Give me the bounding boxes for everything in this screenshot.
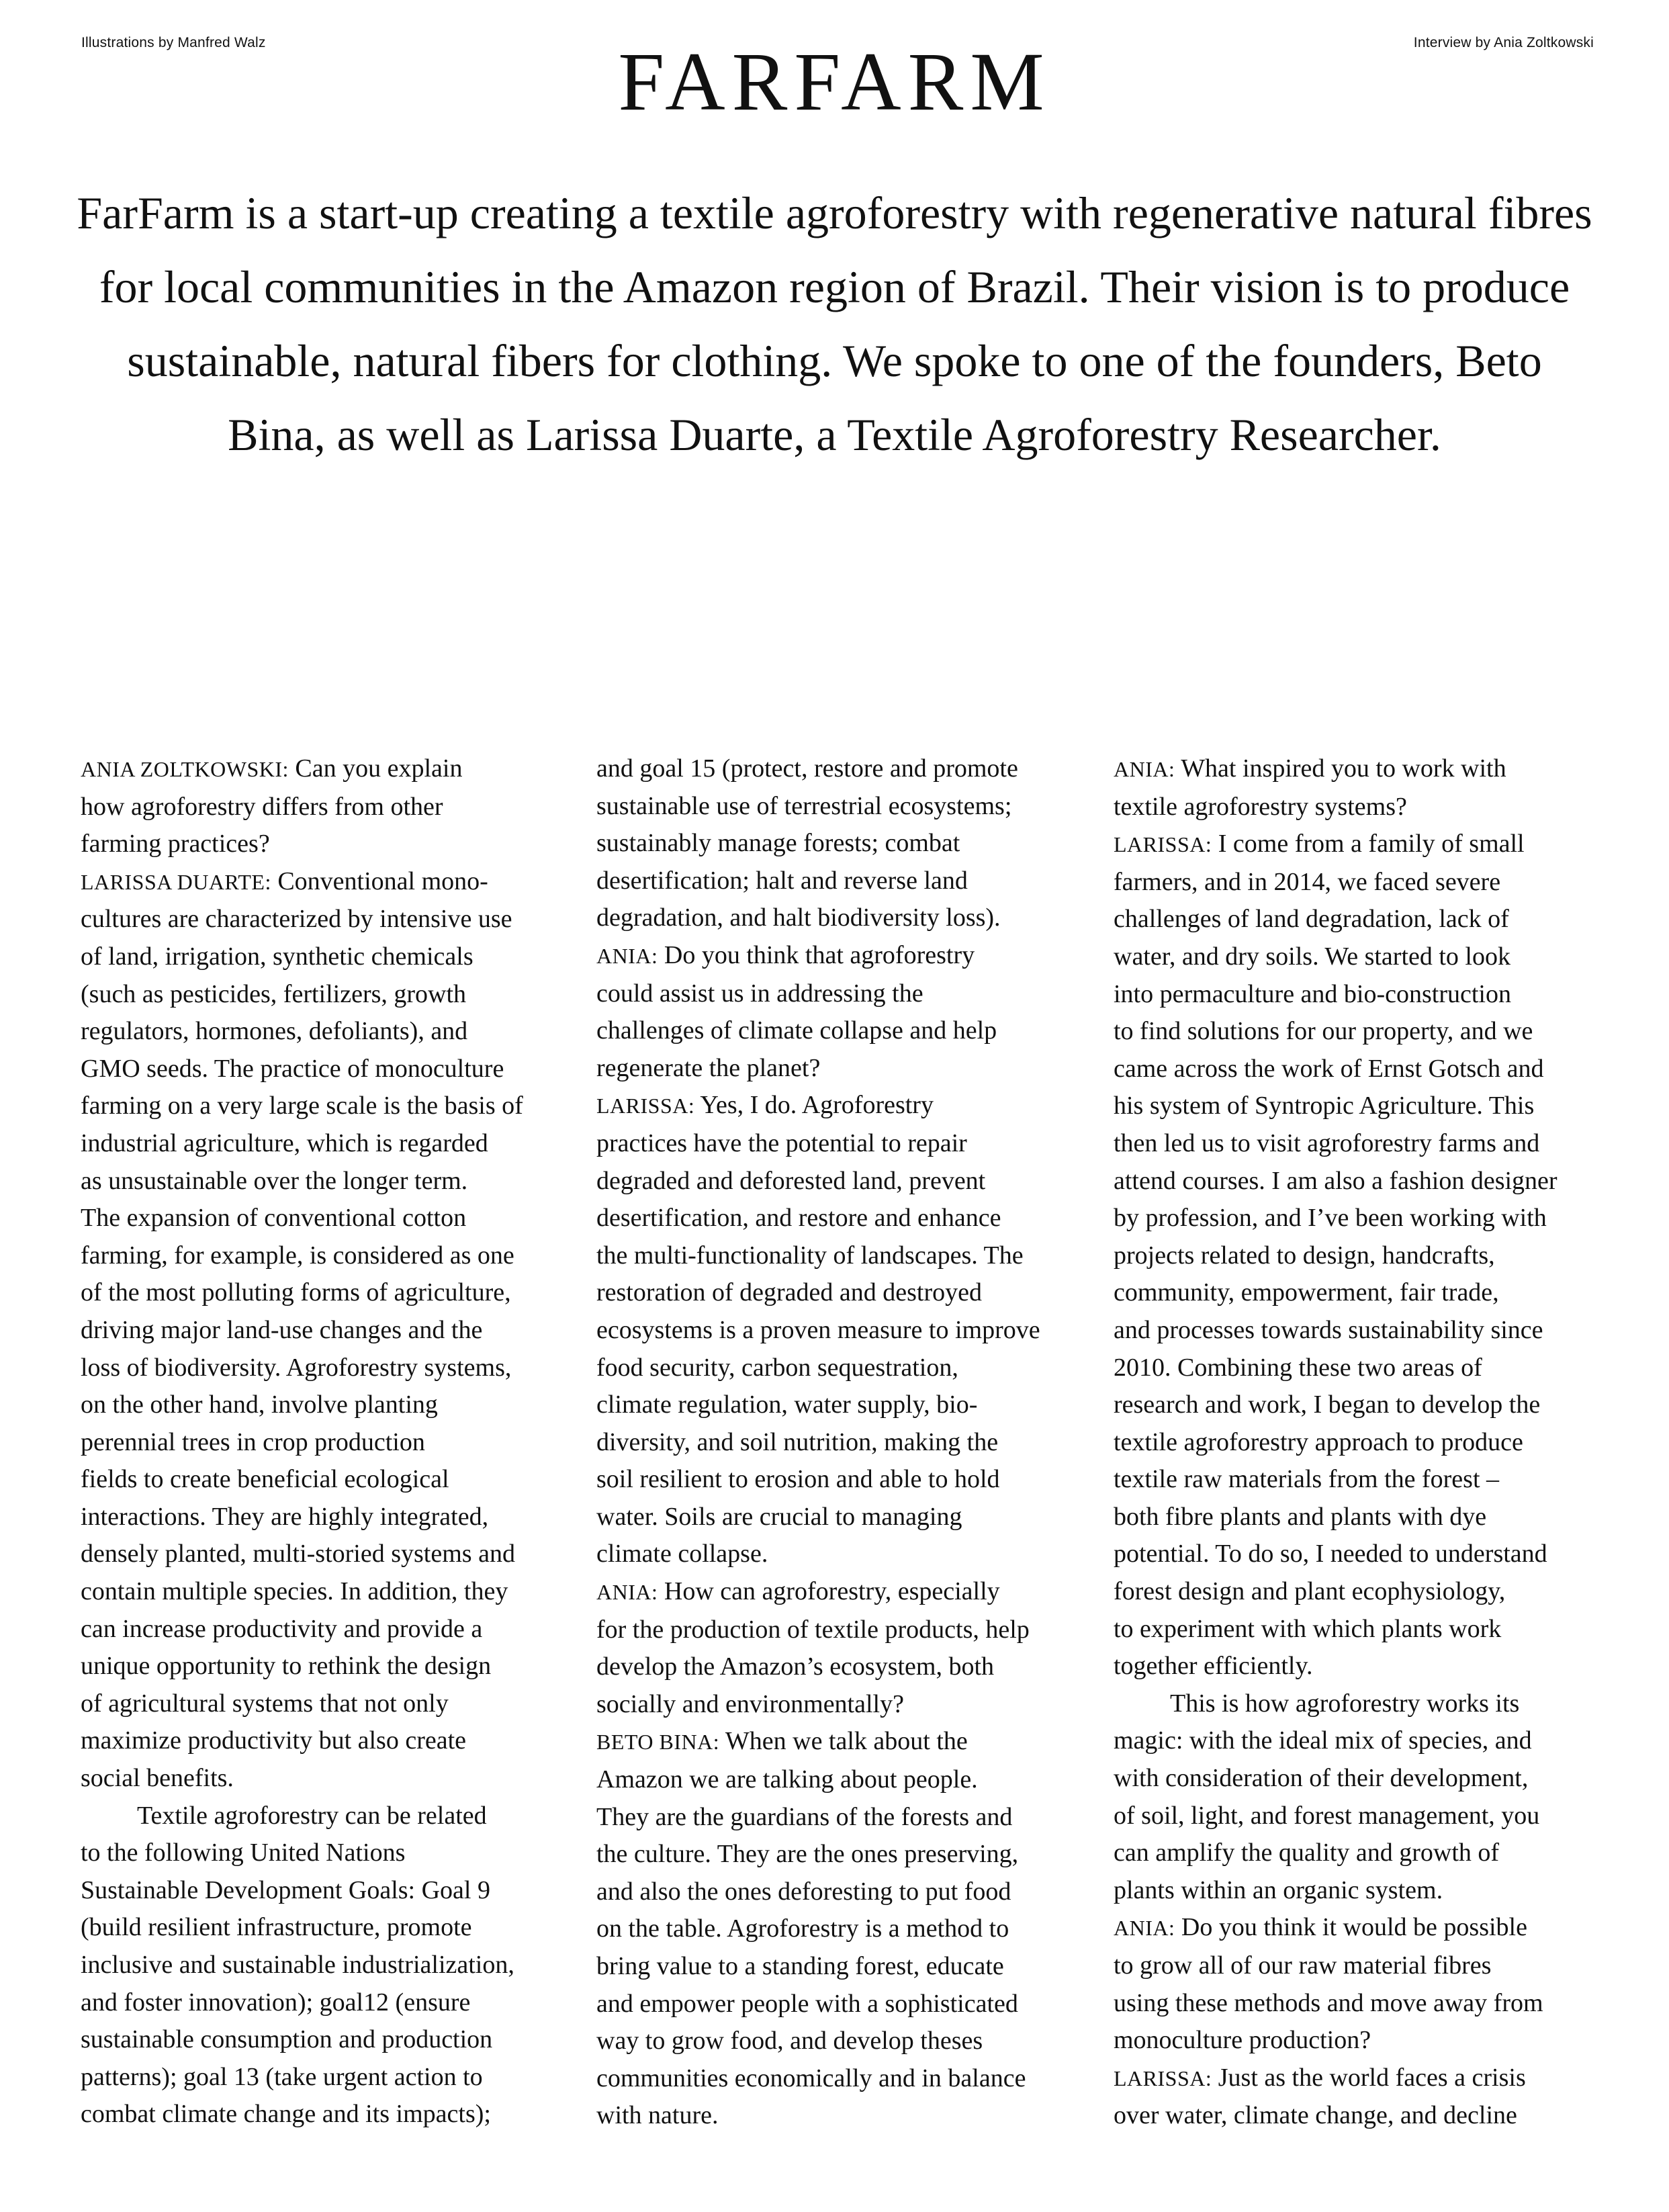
line-text: When we talk about the <box>719 1727 968 1756</box>
speaker-label: LARISSA: <box>1114 2066 1212 2090</box>
text-line <box>1114 2022 1624 2060</box>
line-text: regenerate the planet? <box>596 1053 821 1082</box>
text-line <box>81 1051 591 1088</box>
speaker-label: LARISSA: <box>1114 832 1212 857</box>
line-text: together efficiently. <box>1114 1652 1313 1681</box>
speaker-label: BETO BINA: <box>596 1730 720 1755</box>
text-line <box>1114 1798 1624 1835</box>
text-line <box>596 2023 1107 2060</box>
line-text: This is how agroforestry works its <box>1170 1689 1520 1718</box>
text-line <box>81 1125 591 1163</box>
line-text: Sustainable Development Goals: Goal 9 <box>81 1875 490 1904</box>
line-text: magic: with the ideal mix of species, and <box>1114 1726 1532 1755</box>
text-line <box>596 1573 1107 1611</box>
text-line <box>81 976 591 1014</box>
text-line <box>1114 901 1624 938</box>
text-line <box>1114 976 1624 1014</box>
page-title: FARFARM <box>618 36 1051 128</box>
line-text: for the production of textile products, help <box>596 1615 1030 1644</box>
line-text: Yes, I do. Agroforestry <box>694 1091 934 1120</box>
line-text: community, empowerment, fair trade, <box>1114 1278 1499 1307</box>
line-text: and empower people with a sophisticated <box>596 1989 1018 2018</box>
line-text: driving major land-use changes and the <box>81 1315 483 1344</box>
line-text: over water, climate change, and decline <box>1114 2101 1517 2130</box>
text-line <box>596 1200 1107 1237</box>
line-text: challenges of land degradation, lack of <box>1114 905 1509 934</box>
line-text: then led us to visit agroforestry farms and <box>1114 1129 1540 1157</box>
line-text: by profession, and I’ve been working with <box>1114 1204 1547 1233</box>
line-text: Do you think that agroforestry <box>658 940 975 969</box>
line-text: unique opportunity to rethink the design <box>81 1652 492 1681</box>
text-line <box>1114 938 1624 976</box>
text-line <box>596 1723 1107 1761</box>
text-line <box>81 1984 591 2022</box>
text-line <box>596 1012 1107 1050</box>
text-line <box>596 1163 1107 1200</box>
text-line <box>596 1237 1107 1275</box>
text-line <box>596 1386 1107 1424</box>
line-text: fields to create beneficial ecological <box>81 1465 449 1494</box>
text-line <box>81 1386 591 1424</box>
line-text: potential. To do so, I needed to understand <box>1114 1540 1547 1568</box>
line-text: Textile agroforestry can be related <box>137 1801 487 1830</box>
line-text: sustainable consumption and production <box>81 2025 493 2054</box>
line-text: sustainably manage forests; combat <box>596 829 960 858</box>
line-text: can increase productivity and provide a <box>81 1614 483 1643</box>
text-line <box>81 789 591 826</box>
line-text: regulators, hormones, defoliants), and <box>81 1017 468 1046</box>
line-text: bring value to a standing forest, educate <box>596 1952 1004 1980</box>
text-line <box>1114 750 1624 789</box>
line-text: into permaculture and bio-construction <box>1114 979 1511 1008</box>
text-line <box>596 1499 1107 1536</box>
line-text: of soil, light, and forest management, you <box>1114 1801 1540 1830</box>
line-text: monoculture production? <box>1114 2026 1371 2055</box>
text-line <box>596 1424 1107 1462</box>
text-line <box>1114 1573 1624 1611</box>
text-line <box>81 1722 591 1760</box>
line-text: climate regulation, water supply, bio- <box>596 1390 978 1419</box>
text-line <box>596 1312 1107 1350</box>
text-line <box>81 1200 591 1237</box>
text-line <box>596 1536 1107 1573</box>
text-line <box>1114 789 1624 826</box>
text-line <box>81 1648 591 1685</box>
line-text: diversity, and soil nutrition, making the <box>596 1427 999 1456</box>
line-text: (build resilient infrastructure, promote <box>81 1913 472 1942</box>
line-text: textile agroforestry approach to produce <box>1114 1427 1523 1456</box>
line-text: of agricultural systems that not only <box>81 1689 449 1718</box>
line-text: climate collapse. <box>596 1540 768 1568</box>
line-text: projects related to design, handcrafts, <box>1114 1241 1495 1270</box>
text-line <box>1114 1312 1624 1350</box>
text-line <box>596 1686 1107 1724</box>
interview-column-3 <box>1114 750 1624 2135</box>
line-text: desertification; halt and reverse land <box>596 866 968 895</box>
text-line <box>596 1986 1107 2023</box>
line-text: Do you think it would be possible <box>1175 1913 1527 1942</box>
line-text: degradation, and halt biodiversity loss). <box>596 903 1001 932</box>
text-line <box>1114 826 1624 864</box>
text-line <box>596 862 1107 900</box>
line-text: and also the ones deforesting to put food <box>596 1877 1011 1906</box>
text-line <box>81 1685 591 1723</box>
line-text: and foster innovation); goal12 (ensure <box>81 1988 471 2017</box>
text-line <box>81 1536 591 1573</box>
speaker-label: ANIA: <box>596 943 658 968</box>
line-text: How can agroforestry, especially <box>658 1577 1000 1606</box>
lede-line: FarFarm is a start-up creating a textile agroforestry with regenerative natural fibres <box>77 187 1592 238</box>
line-text: densely planted, multi-storied systems and <box>81 1540 515 1568</box>
text-line <box>596 1611 1107 1649</box>
text-line <box>596 1648 1107 1686</box>
lede-line: Bina, as well as Larissa Duarte, a Textile Agroforestry Researcher. <box>228 409 1441 460</box>
text-line <box>596 1836 1107 1873</box>
line-text: forest design and plant ecophysiology, <box>1114 1577 1506 1606</box>
text-line <box>81 1350 591 1387</box>
text-line <box>1114 1760 1624 1798</box>
line-text: maximize productivity but also create <box>81 1726 467 1755</box>
text-line <box>81 1237 591 1275</box>
text-line <box>1114 1125 1624 1163</box>
speaker-label: ANIA ZOLTKOWSKI: <box>81 757 289 781</box>
line-text: farming, for example, is considered as one <box>81 1241 514 1270</box>
line-text: social benefits. <box>81 1764 234 1793</box>
text-line <box>1114 1424 1624 1462</box>
text-line <box>81 1088 591 1125</box>
line-text: What inspired you to work with <box>1175 754 1506 783</box>
line-text: Amazon we are talking about people. <box>596 1765 978 1794</box>
line-text: They are the guardians of the forests and <box>596 1802 1013 1831</box>
text-line <box>81 1573 591 1611</box>
line-text: how agroforestry differs from other <box>81 792 443 821</box>
line-text: the multi-functionality of landscapes. The <box>596 1241 1024 1270</box>
text-line <box>1114 2097 1624 2135</box>
text-line <box>596 1050 1107 1088</box>
line-text: attend courses. I am also a fashion designer <box>1114 1166 1558 1195</box>
line-text: inclusive and sustainable industrialization, <box>81 1951 514 1979</box>
text-line <box>596 1873 1107 1911</box>
line-text: the culture. They are the ones preserving, <box>596 1840 1019 1869</box>
text-line <box>81 2059 591 2096</box>
text-line <box>1114 1499 1624 1536</box>
line-text: on the other hand, involve planting <box>81 1390 438 1419</box>
line-text: patterns); goal 13 (take urgent action to <box>81 2062 483 2091</box>
text-line <box>1114 1200 1624 1237</box>
text-line <box>81 2021 591 2059</box>
line-text: his system of Syntropic Agriculture. This <box>1114 1092 1535 1120</box>
text-line <box>1114 1872 1624 1910</box>
line-text: as unsustainable over the longer term. <box>81 1166 468 1195</box>
line-text: water. Soils are crucial to managing <box>596 1502 962 1531</box>
speaker-label: ANIA: <box>596 1580 658 1605</box>
line-text: to the following United Nations <box>81 1839 406 1867</box>
line-text: 2010. Combining these two areas of <box>1114 1353 1482 1382</box>
line-text: Conventional mono- <box>271 867 488 895</box>
line-text: textile agroforestry systems? <box>1114 792 1407 821</box>
text-line <box>81 750 591 789</box>
line-text: restoration of degraded and destroyed <box>596 1278 983 1307</box>
text-line <box>81 1013 591 1051</box>
line-text: way to grow food, and develop theses <box>596 2027 983 2055</box>
line-text: I come from a family of small <box>1212 830 1525 858</box>
text-line <box>1114 1985 1624 2023</box>
line-text: combat climate change and its impacts); <box>81 2100 491 2129</box>
line-text: plants within an organic system. <box>1114 1875 1443 1904</box>
text-line <box>596 825 1107 862</box>
text-line <box>596 788 1107 826</box>
line-text: can amplify the quality and growth of <box>1114 1839 1500 1867</box>
line-text: of land, irrigation, synthetic chemicals <box>81 942 473 971</box>
text-line <box>81 938 591 976</box>
text-line <box>596 2097 1107 2135</box>
line-text: and goal 15 (protect, restore and promote <box>596 754 1018 783</box>
text-line <box>596 1910 1107 1948</box>
line-text: ecosystems is a proven measure to improve <box>596 1315 1040 1344</box>
speaker-label: ANIA: <box>1114 757 1175 781</box>
text-line <box>596 975 1107 1013</box>
speaker-label: LARISSA DUARTE: <box>81 869 271 894</box>
line-text: came across the work of Ernst Gotsch and <box>1114 1054 1544 1083</box>
line-text: Just as the world faces a crisis <box>1212 2063 1526 2092</box>
text-line <box>1114 1163 1624 1200</box>
text-line <box>596 1461 1107 1499</box>
text-line <box>81 1947 591 1984</box>
text-line <box>596 1350 1107 1387</box>
text-line <box>1114 1834 1624 1872</box>
line-text: interactions. They are highly integrated, <box>81 1502 489 1531</box>
line-text: food security, carbon sequestration, <box>596 1353 958 1382</box>
line-text: sustainable use of terrestrial ecosystems; <box>596 791 1012 820</box>
lede-line: sustainable, natural fibers for clothing. We spoke to one of the founders, Beto <box>127 335 1542 386</box>
line-text: contain multiple species. In addition, they <box>81 1577 508 1606</box>
text-line <box>596 1761 1107 1799</box>
interview-credit: Interview by Ania Zoltkowski <box>1413 35 1594 50</box>
text-line <box>81 826 591 863</box>
line-text: and processes towards sustainability since <box>1114 1315 1543 1344</box>
text-line <box>1114 1685 1624 1723</box>
line-text: communities economically and in balance <box>596 2064 1026 2092</box>
speaker-label: LARISSA: <box>596 1094 695 1118</box>
interview-column-2 <box>596 750 1107 2135</box>
line-text: The expansion of conventional cotton <box>81 1204 467 1233</box>
line-text: to experiment with which plants work <box>1114 1614 1502 1643</box>
text-line <box>596 2060 1107 2098</box>
text-line <box>1114 1274 1624 1312</box>
text-line <box>596 937 1107 975</box>
text-line <box>596 1274 1107 1312</box>
text-line <box>1114 1013 1624 1051</box>
text-line <box>1114 1947 1624 1985</box>
text-line <box>596 899 1107 937</box>
text-line <box>1114 1237 1624 1275</box>
line-text: water, and dry soils. We started to look <box>1114 942 1510 971</box>
text-line <box>81 901 591 938</box>
line-text: perennial trees in crop production <box>81 1427 425 1456</box>
line-text: desertification, and restore and enhance <box>596 1204 1001 1233</box>
text-line <box>81 1834 591 1872</box>
text-line <box>596 1087 1107 1125</box>
line-text: cultures are characterized by intensive use <box>81 905 512 934</box>
text-line <box>81 1872 591 1910</box>
text-line <box>1114 1909 1624 1947</box>
text-line <box>81 1909 591 1947</box>
text-line <box>596 1125 1107 1163</box>
line-text: farming practices? <box>81 830 270 858</box>
line-text: to grow all of our raw material fibres <box>1114 1951 1492 1980</box>
interview-column-1 <box>81 750 591 2133</box>
text-line <box>596 750 1107 788</box>
line-text: on the table. Agroforestry is a method to <box>596 1914 1009 1943</box>
line-text: with nature. <box>596 2101 719 2130</box>
line-text: soil resilient to erosion and able to hold <box>596 1465 1000 1494</box>
text-line <box>81 1499 591 1536</box>
text-line <box>1114 1611 1624 1648</box>
line-text: using these methods and move away from <box>1114 1988 1543 2017</box>
line-text: of the most polluting forms of agriculture, <box>81 1278 511 1307</box>
line-text: both fibre plants and plants with dye <box>1114 1502 1487 1531</box>
text-line <box>81 1424 591 1462</box>
line-text: to find solutions for our property, and we <box>1114 1017 1533 1046</box>
text-line <box>1114 864 1624 901</box>
text-line <box>596 1948 1107 1986</box>
text-line <box>1114 2060 1624 2098</box>
text-line <box>1114 1722 1624 1760</box>
text-line <box>81 1611 591 1648</box>
illustrations-credit: Illustrations by Manfred Walz <box>81 35 266 50</box>
text-line <box>596 1799 1107 1837</box>
line-text: challenges of climate collapse and help <box>596 1016 997 1045</box>
lede-line: for local communities in the Amazon region of Brazil. Their vision is to produce <box>99 261 1570 312</box>
line-text: industrial agriculture, which is regarded <box>81 1129 488 1157</box>
text-line <box>81 1760 591 1798</box>
text-line <box>81 1312 591 1350</box>
text-line <box>81 863 591 901</box>
line-text: textile raw materials from the forest – <box>1114 1465 1500 1494</box>
text-line <box>81 1461 591 1499</box>
line-text: socially and environmentally? <box>596 1689 904 1718</box>
text-line <box>1114 1536 1624 1573</box>
line-text: develop the Amazon’s ecosystem, both <box>596 1652 995 1681</box>
text-line <box>81 1274 591 1312</box>
speaker-label: ANIA: <box>1114 1916 1175 1941</box>
lede-paragraph <box>75 176 1594 472</box>
line-text: farming on a very large scale is the basis of <box>81 1092 523 1120</box>
line-text: with consideration of their development, <box>1114 1764 1529 1793</box>
text-line <box>81 1163 591 1200</box>
line-text: farmers, and in 2014, we faced severe <box>1114 867 1501 896</box>
text-line <box>81 1798 591 1835</box>
line-text: loss of biodiversity. Agroforestry systems, <box>81 1353 512 1382</box>
line-text: practices have the potential to repair <box>596 1129 967 1157</box>
text-line <box>1114 1461 1624 1499</box>
text-line <box>1114 1350 1624 1387</box>
text-line <box>1114 1088 1624 1125</box>
line-text: GMO seeds. The practice of monoculture <box>81 1054 504 1083</box>
line-text: degraded and deforested land, prevent <box>596 1166 986 1195</box>
text-line <box>1114 1648 1624 1685</box>
text-line <box>1114 1386 1624 1424</box>
text-line <box>81 2096 591 2133</box>
text-line <box>1114 1051 1624 1088</box>
line-text: research and work, I began to develop the <box>1114 1390 1541 1419</box>
line-text: could assist us in addressing the <box>596 979 923 1008</box>
line-text: Can you explain <box>288 754 463 783</box>
line-text: (such as pesticides, fertilizers, growth <box>81 979 467 1008</box>
